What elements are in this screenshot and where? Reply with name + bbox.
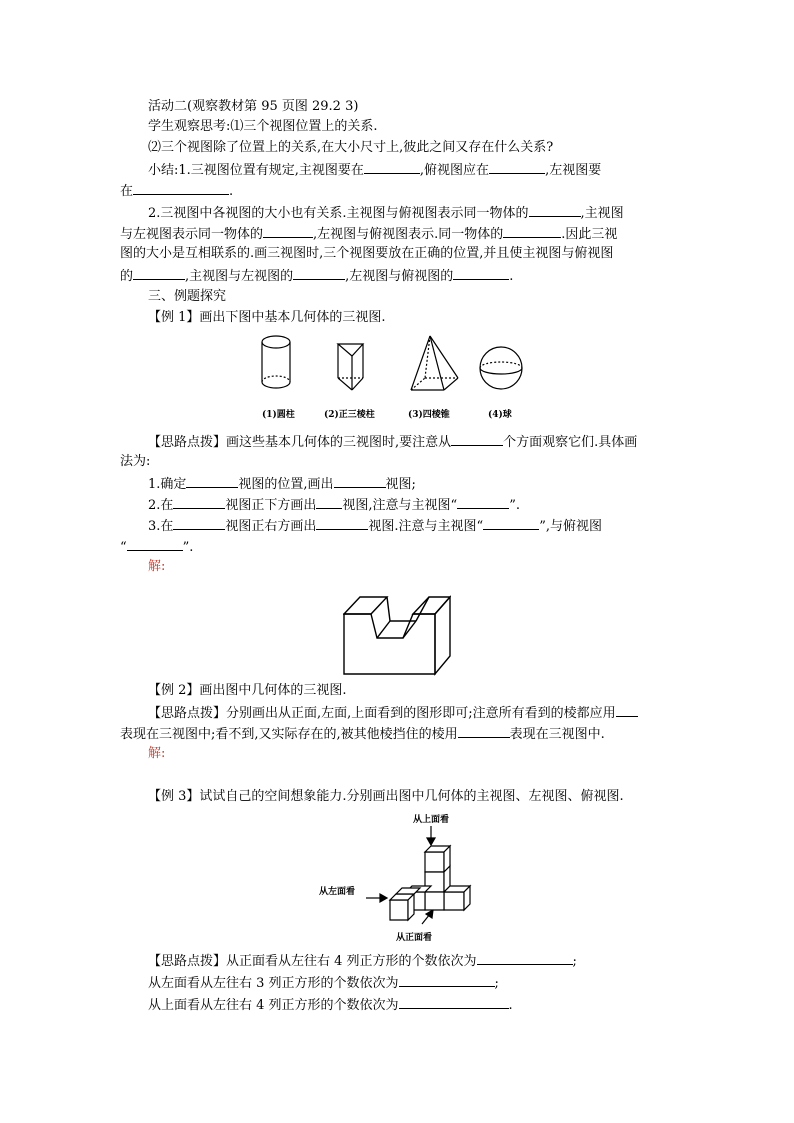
answer-blank[interactable] bbox=[186, 474, 238, 488]
example-1-figure bbox=[248, 330, 538, 422]
text: 表现在三视图中. bbox=[509, 727, 605, 742]
text: 与左视图表示同一物体的 bbox=[120, 227, 264, 242]
answer-blank[interactable] bbox=[489, 160, 545, 174]
answer-blank[interactable] bbox=[293, 266, 345, 280]
text: 个方面观察它们.具体画 bbox=[503, 435, 638, 450]
label-view-from-left: 从左面看 bbox=[319, 887, 356, 897]
text: . bbox=[229, 184, 234, 199]
summary-2-line-3: 图的大小是互相联系的.画三视图时,三个视图要放在正确的位置,并且使主视图与俯视图 bbox=[120, 246, 614, 261]
answer-blank[interactable] bbox=[133, 266, 185, 280]
text: 视图,注意与主视图“ bbox=[342, 498, 458, 513]
text: 在 bbox=[120, 184, 134, 199]
text: 2.在 bbox=[148, 498, 174, 513]
cylinder-shape bbox=[262, 336, 290, 388]
activity2-question-1: 学生观察思考:⑴三个视图位置上的关系. bbox=[148, 119, 378, 134]
label-view-from-top: 从上面看 bbox=[413, 815, 450, 825]
text: 视图的位置,画出 bbox=[238, 477, 334, 492]
answer-blank[interactable] bbox=[173, 495, 225, 509]
answer-blank[interactable] bbox=[263, 224, 313, 238]
example-3-title: 【例 3】试试自己的空间想象能力.分别画出图中几何体的主视图、左视图、俯视图. bbox=[148, 789, 624, 804]
text: 的 bbox=[120, 269, 134, 284]
text: 小结:1.三视图位置有规定,主视图要在 bbox=[148, 163, 364, 178]
answer-blank[interactable] bbox=[483, 516, 539, 530]
example-2-hint-line-2 bbox=[120, 724, 605, 744]
text: ; bbox=[572, 954, 577, 969]
summary-2-line-2 bbox=[120, 224, 617, 244]
example-2-hint-line-1 bbox=[148, 703, 638, 723]
answer-blank[interactable] bbox=[503, 224, 561, 238]
basic-solids-figure bbox=[248, 330, 538, 422]
answer-blank[interactable] bbox=[399, 973, 495, 987]
text: 【思路点拨】从正面看从左往右 4 列正方形的个数依次为 bbox=[148, 954, 477, 969]
text: 【思路点拨】画这些基本几何体的三视图时,要注意从 bbox=[148, 435, 452, 450]
caption-sphere: (4)球 bbox=[488, 410, 512, 420]
text: ,左视图与俯视图的 bbox=[345, 269, 454, 284]
u-shaped-block bbox=[343, 594, 451, 676]
caption-square-pyramid: (3)四棱锥 bbox=[408, 410, 450, 420]
summary-1-line-1 bbox=[148, 160, 601, 180]
example-1-hint-line-1 bbox=[148, 432, 637, 452]
summary-2-line-1 bbox=[148, 203, 624, 223]
example-1-step-3-cont bbox=[120, 537, 193, 557]
cube-blocks bbox=[390, 846, 470, 920]
text: 视图正下方画出 bbox=[225, 498, 317, 513]
answer-blank[interactable] bbox=[616, 703, 638, 717]
text: ,主视图与左视图的 bbox=[185, 269, 294, 284]
text: 【思路点拨】分别画出从正面,左面,上面看到的图形即可;注意所有看到的棱都应用 bbox=[148, 706, 616, 721]
text: 从左面看从左往右 3 列正方形的个数依次为 bbox=[148, 976, 399, 991]
example-3-figure bbox=[318, 810, 482, 946]
answer-blank[interactable] bbox=[316, 516, 368, 530]
text: 1.确定 bbox=[148, 477, 187, 492]
example-1-solution-label: 解: bbox=[148, 559, 166, 574]
answer-blank[interactable] bbox=[451, 432, 503, 446]
text: 表现在三视图中;看不到,又实际存在的,被其他棱挡住的棱用 bbox=[120, 727, 458, 742]
answer-blank[interactable] bbox=[399, 995, 509, 1009]
summary-2-line-4 bbox=[120, 266, 513, 286]
text: ,主视图 bbox=[580, 206, 624, 221]
answer-blank[interactable] bbox=[133, 181, 229, 195]
text: .因此三视 bbox=[561, 227, 618, 242]
text: 视图; bbox=[385, 477, 416, 492]
caption-cylinder: (1)圆柱 bbox=[262, 410, 295, 420]
text: 3.在 bbox=[148, 519, 174, 534]
text: . bbox=[508, 998, 513, 1013]
example-2-solution-label: 解: bbox=[148, 746, 166, 761]
label-view-from-front: 从正面看 bbox=[396, 933, 433, 943]
answer-blank[interactable] bbox=[477, 951, 573, 965]
example-1-title: 【例 1】画出下图中基本几何体的三视图. bbox=[148, 310, 386, 325]
text: ,俯视图应在 bbox=[419, 163, 490, 178]
text: ”. bbox=[182, 540, 194, 555]
answer-blank[interactable] bbox=[453, 266, 509, 280]
text: ; bbox=[494, 976, 499, 991]
section-3-title: 三、例题探究 bbox=[148, 289, 227, 304]
example-3-hint-line-2 bbox=[148, 973, 499, 993]
example-2-figure bbox=[343, 594, 451, 676]
example-3-hint-line-3 bbox=[148, 995, 513, 1015]
text: 2.三视图中各视图的大小也有关系.主视图与俯视图表示同一物体的 bbox=[148, 206, 529, 221]
answer-blank[interactable] bbox=[334, 474, 386, 488]
text: ”,与俯视图 bbox=[539, 519, 602, 534]
answer-blank[interactable] bbox=[173, 516, 225, 530]
activity2-title: 活动二(观察教材第 95 页图 29.2 3) bbox=[148, 99, 359, 114]
text: 从上面看从左往右 4 列正方形的个数依次为 bbox=[148, 998, 399, 1013]
example-1-step-3 bbox=[148, 516, 602, 536]
text: . bbox=[509, 269, 514, 284]
summary-1-line-2 bbox=[120, 181, 233, 201]
answer-blank[interactable] bbox=[316, 495, 342, 509]
example-2-title: 【例 2】画出图中几何体的三视图. bbox=[148, 683, 347, 698]
activity2-question-2: ⑵三个视图除了位置上的关系,在大小尺寸上,彼此之间又存在什么关系? bbox=[148, 140, 554, 155]
cube-stack-figure bbox=[318, 810, 482, 946]
answer-blank[interactable] bbox=[364, 160, 420, 174]
text: ,左视图要 bbox=[545, 163, 602, 178]
text: 视图.注意与主视图“ bbox=[368, 519, 484, 534]
answer-blank[interactable] bbox=[529, 203, 581, 217]
text: 视图正右方画出 bbox=[225, 519, 317, 534]
example-1-step-1 bbox=[148, 474, 416, 494]
text: ”. bbox=[509, 498, 520, 513]
answer-blank[interactable] bbox=[458, 724, 510, 738]
answer-blank[interactable] bbox=[457, 495, 509, 509]
text: “ bbox=[120, 540, 127, 555]
example-1-hint-line-2: 法为: bbox=[120, 454, 151, 469]
text: ,左视图与俯视图表示.同一物体的 bbox=[313, 227, 504, 242]
example-3-hint-line-1 bbox=[148, 951, 577, 971]
triangular-prism-shape bbox=[338, 344, 363, 390]
sphere-shape bbox=[480, 347, 522, 389]
caption-triangular-prism: (2)正三棱柱 bbox=[324, 410, 375, 420]
example-1-step-2 bbox=[148, 495, 520, 515]
answer-blank[interactable] bbox=[127, 537, 183, 551]
square-pyramid-shape bbox=[411, 336, 458, 390]
